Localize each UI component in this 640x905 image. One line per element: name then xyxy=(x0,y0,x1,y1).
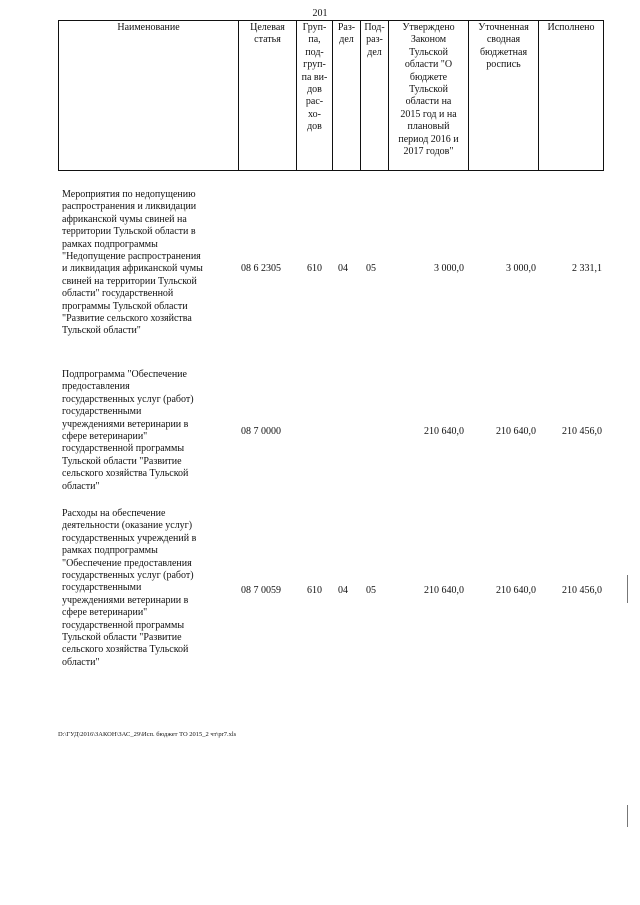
header-name: Наименование xyxy=(59,21,239,171)
row-subsection: 05 xyxy=(366,263,376,274)
header-expense-group: Груп- па, под- груп- па ви- дов рас- хо- дов xyxy=(297,21,333,171)
file-path-footer: D:\ГУД\2016\ЗАКОН\ЗАС_29\Исп. бюджет ТО 2015_2 чт\pr7.xls xyxy=(58,731,237,738)
header-executed: Исполнено xyxy=(539,21,604,171)
row-section: 04 xyxy=(338,263,348,274)
row-approved: 3 000,0 xyxy=(434,263,464,274)
row-approved: 210 640,0 xyxy=(424,585,464,596)
row-target-article: 08 6 2305 xyxy=(241,263,281,274)
header-approved: Утверждено Законом Тульской области "О бюджете Тульской области на 2015 год и на плановый период 2016 и 2017 годов" xyxy=(389,21,469,171)
row-expense-group: 610 xyxy=(307,585,322,596)
header-section: Раз- дел xyxy=(333,21,361,171)
row-target-article: 08 7 0059 xyxy=(241,585,281,596)
scan-artifact xyxy=(627,805,628,827)
row-refined: 3 000,0 xyxy=(506,263,536,274)
row-executed: 210 456,0 xyxy=(562,585,602,596)
page-number: 201 xyxy=(312,8,328,19)
scan-artifact xyxy=(627,575,628,603)
row-executed: 2 331,1 xyxy=(572,263,602,274)
row-expense-group: 610 xyxy=(307,263,322,274)
row-description: Расходы на обеспечение деятельности (оказание услуг) государственных учреждений в рамках подпрограммы "Обеспечение предоставления государственных услуг (работ) государственными учреждениями ветеринарии в сфере ветеринарии" государственной программы Тульской области "Развитие сельского хозяйства Тульской области" xyxy=(62,508,197,668)
row-section: 04 xyxy=(338,585,348,596)
header-subsection: Под- раз- дел xyxy=(361,21,389,171)
row-description: Подпрограмма "Обеспечение предоставления государственных услуг (работ) государственными учреждениями ветеринарии в сфере ветеринарии" государственной программы Тульской области "Развитие сельского хозяйства Тульской области" xyxy=(62,369,194,492)
row-target-article: 08 7 0000 xyxy=(241,426,281,437)
row-description: Мероприятия по недопущению распространения и ликвидации африканской чумы свиней на территории Тульской области в рамках подпрограммы "Недопущение распространения и ликвидация африканской чумы свиней на территории Тульской области" государственной программы Тульской области "Развитие сельского хозяйства Тульской области" xyxy=(62,189,203,337)
row-refined: 210 640,0 xyxy=(496,426,536,437)
header-refined: Уточненная сводная бюджетная роспись xyxy=(469,21,539,171)
header-target-article: Целевая статья xyxy=(239,21,297,171)
row-refined: 210 640,0 xyxy=(496,585,536,596)
row-executed: 210 456,0 xyxy=(562,426,602,437)
row-approved: 210 640,0 xyxy=(424,426,464,437)
row-subsection: 05 xyxy=(366,585,376,596)
table-header xyxy=(58,20,604,171)
